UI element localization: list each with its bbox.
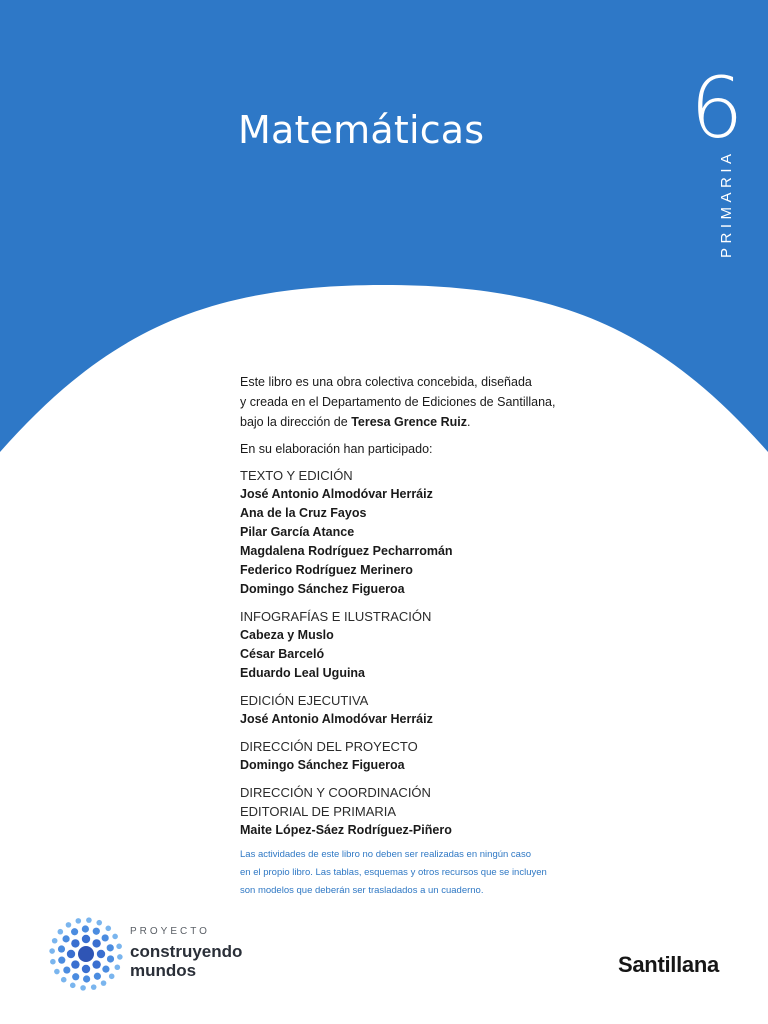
contributor-name: Pilar García Atance — [240, 525, 355, 539]
logo-ring-dot — [105, 926, 111, 932]
credits-section-direccion-coordinacion — [240, 783, 560, 840]
construyendo-mundos-dot-rings-icon — [48, 916, 124, 992]
section-heading: TEXTO Y EDICIÓN — [240, 468, 353, 483]
intro-paragraph — [240, 372, 560, 432]
logo-ring-dot — [94, 973, 101, 980]
contributor-name: César Barceló — [240, 647, 325, 661]
usage-note — [240, 846, 570, 900]
publisher-logo: Santillana — [618, 952, 719, 977]
logo-ring-dot — [61, 977, 67, 983]
director-name: Teresa Grence Ruiz — [351, 415, 467, 429]
logo-ring-dot — [109, 973, 115, 979]
contributor-name: José Antonio Almodóvar Herráiz — [240, 712, 433, 726]
logo-ring-dot — [58, 929, 64, 935]
logo-ring-dot — [66, 922, 72, 928]
usage-note-line: en el propio libro. Las tablas, esquemas y otros recursos que se incluyen — [240, 867, 547, 878]
logo-ring-dot — [107, 955, 114, 962]
contributor-name: Domingo Sánchez Figueroa — [240, 582, 405, 596]
contributor-name: Federico Rodríguez Merinero — [240, 563, 413, 577]
logo-ring-dot — [52, 938, 58, 944]
credits-section-infografias — [240, 607, 560, 683]
logo-ring-dot — [93, 928, 100, 935]
logo-ring-dot — [91, 984, 97, 990]
logo-ring-dot — [71, 939, 79, 947]
logo-ring-dot — [117, 954, 123, 960]
logo-ring-dot — [82, 965, 90, 973]
logo-ring-dot — [58, 945, 65, 952]
logo-ring-dot — [71, 960, 79, 968]
logo-ring-dot — [76, 918, 82, 924]
logo-ring-dot — [101, 980, 107, 986]
logo-ring-dot — [54, 969, 60, 975]
logo-ring-dot — [96, 920, 102, 926]
project-logo — [48, 916, 248, 992]
logo-ring-dot — [115, 964, 121, 970]
credits-block — [240, 372, 560, 840]
credits-section-direccion-proyecto — [240, 737, 560, 775]
logo-ring-dot — [102, 966, 109, 973]
intro-line-1: Este libro es una obra colectiva concebida, diseñada — [240, 375, 532, 389]
logo-ring-dot — [82, 935, 90, 943]
credits-section-edicion-ejecutiva — [240, 691, 560, 729]
logo-ring-dot — [71, 928, 78, 935]
logo-ring-dot — [67, 950, 75, 958]
contributor-name: Maite López-Sáez Rodríguez-Piñero — [240, 823, 452, 837]
usage-note-line: son modelos que deberán ser trasladados a un cuaderno. — [240, 885, 484, 896]
intro-line-3-prefix: bajo la dirección de — [240, 415, 352, 429]
book-title: Matemáticas — [238, 108, 485, 152]
logo-ring-dot — [102, 934, 109, 941]
logo-ring-dot — [62, 935, 69, 942]
logo-ring-dot — [63, 966, 70, 973]
contributor-name: Magdalena Rodríguez Pecharromán — [240, 544, 453, 558]
logo-line-2: mundos — [130, 961, 197, 980]
logo-kicker: PROYECTO — [130, 926, 210, 937]
logo-ring-dot — [49, 948, 55, 954]
section-heading: INFOGRAFÍAS E ILUSTRACIÓN — [240, 609, 432, 624]
logo-ring-dot — [92, 960, 100, 968]
section-heading-line: EDITORIAL DE PRIMARIA — [240, 804, 397, 819]
logo-ring-dot — [72, 973, 79, 980]
contributor-name: Eduardo Leal Uguina — [240, 666, 366, 680]
section-heading-line: DIRECCIÓN Y COORDINACIÓN — [240, 785, 431, 800]
participated-label: En su elaboración han participado: — [240, 442, 433, 456]
logo-line-1: construyendo — [130, 942, 243, 961]
logo-ring-dot — [92, 939, 100, 947]
contributor-name: José Antonio Almodóvar Herráiz — [240, 487, 433, 501]
logo-ring-dot — [70, 983, 76, 989]
logo-ring-dot — [82, 925, 89, 932]
logo-ring-dot — [86, 917, 92, 923]
contributor-name: Domingo Sánchez Figueroa — [240, 758, 405, 772]
credits-section-texto — [240, 466, 560, 599]
school-level: PRIMARIA — [718, 149, 735, 258]
usage-note-line: Las actividades de este libro no deben ser realizadas en ningún caso — [240, 849, 531, 860]
logo-ring-dot — [83, 975, 90, 982]
contributor-name: Cabeza y Muslo — [240, 628, 334, 642]
grade-number: 6 — [690, 59, 744, 157]
logo-ring-dot — [97, 950, 105, 958]
logo-center-dot — [78, 946, 94, 962]
intro-line-2: y creada en el Departamento de Ediciones de Santillana, — [240, 395, 556, 409]
logo-ring-dot — [58, 957, 65, 964]
contributor-name: Ana de la Cruz Fayos — [240, 506, 367, 520]
logo-ring-dot — [80, 985, 86, 991]
section-heading: DIRECCIÓN DEL PROYECTO — [240, 739, 418, 754]
section-heading: EDICIÓN EJECUTIVA — [240, 693, 369, 708]
logo-ring-dot — [116, 944, 122, 950]
intro-line-3-suffix: . — [466, 415, 471, 429]
logo-ring-dot — [112, 934, 118, 940]
logo-ring-dot — [50, 959, 56, 965]
logo-ring-dot — [107, 944, 114, 951]
